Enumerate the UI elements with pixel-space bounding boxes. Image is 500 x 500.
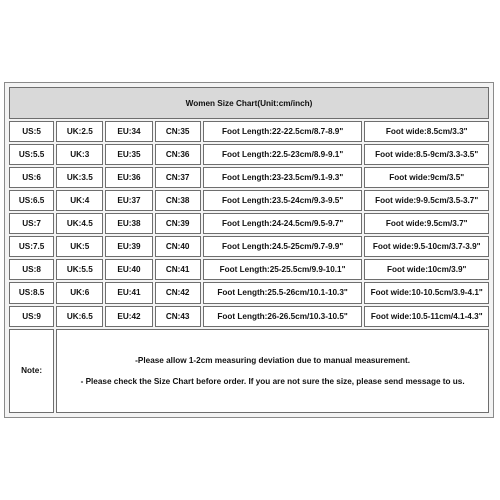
table-row: [9, 306, 489, 327]
table-row: [9, 236, 489, 257]
foot-width-cell: Foot wide:10-10.5cm/3.9-4.1": [364, 282, 489, 303]
foot-width-cell: Foot wide:8.5-9cm/3.3-3.5": [364, 144, 489, 165]
eu-size-cell: EU:36: [105, 167, 152, 188]
us-size-cell: US:8: [9, 259, 54, 280]
us-size-cell: US:7.5: [9, 236, 54, 257]
foot-length-cell: Foot Length:25.5-26cm/10.1-10.3": [203, 282, 363, 303]
uk-size-cell: UK:5.5: [56, 259, 103, 280]
foot-length-cell: Foot Length:26-26.5cm/10.3-10.5": [203, 306, 363, 327]
cn-size-cell: CN:35: [155, 121, 201, 142]
eu-size-cell: EU:37: [105, 190, 152, 211]
foot-length-cell: Foot Length:25-25.5cm/9.9-10.1": [203, 259, 363, 280]
cn-size-cell: CN:39: [155, 213, 201, 234]
table-row: [9, 167, 489, 188]
cn-size-cell: CN:43: [155, 306, 201, 327]
cn-size-cell: CN:42: [155, 282, 201, 303]
table-row: [9, 190, 489, 211]
eu-size-cell: EU:38: [105, 213, 152, 234]
table-row: [9, 259, 489, 280]
foot-width-cell: Foot wide:9-9.5cm/3.5-3.7": [364, 190, 489, 211]
eu-size-cell: EU:41: [105, 282, 152, 303]
uk-size-cell: UK:2.5: [56, 121, 103, 142]
size-chart-frame: [4, 82, 494, 418]
uk-size-cell: UK:3: [56, 144, 103, 165]
cn-size-cell: CN:37: [155, 167, 201, 188]
foot-width-cell: Foot wide:9.5cm/3.7": [364, 213, 489, 234]
title-row: [9, 87, 489, 119]
us-size-cell: US:6.5: [9, 190, 54, 211]
note-row: [9, 329, 489, 413]
table-row: [9, 282, 489, 303]
eu-size-cell: EU:35: [105, 144, 152, 165]
foot-length-cell: Foot Length:24.5-25cm/9.7-9.9": [203, 236, 363, 257]
foot-width-cell: Foot wide:9cm/3.5": [364, 167, 489, 188]
foot-width-cell: Foot wide:10.5-11cm/4.1-4.3": [364, 306, 489, 327]
uk-size-cell: UK:3.5: [56, 167, 103, 188]
cn-size-cell: CN:38: [155, 190, 201, 211]
uk-size-cell: UK:6: [56, 282, 103, 303]
us-size-cell: US:7: [9, 213, 54, 234]
foot-width-cell: Foot wide:10cm/3.9": [364, 259, 489, 280]
eu-size-cell: EU:34: [105, 121, 152, 142]
cn-size-cell: CN:40: [155, 236, 201, 257]
size-chart-table: [7, 85, 491, 415]
table-row: [9, 121, 489, 142]
uk-size-cell: UK:6.5: [56, 306, 103, 327]
note-text: [56, 329, 489, 413]
us-size-cell: US:6: [9, 167, 54, 188]
chart-title: Women Size Chart(Unit:cm/inch): [9, 87, 489, 119]
foot-length-cell: Foot Length:22.5-23cm/8.9-9.1": [203, 144, 363, 165]
foot-length-cell: Foot Length:23-23.5cm/9.1-9.3": [203, 167, 363, 188]
uk-size-cell: UK:4.5: [56, 213, 103, 234]
note-line: - Please check the Size Chart before order. If you are not sure the size, please send message to us.: [80, 376, 465, 386]
cn-size-cell: CN:36: [155, 144, 201, 165]
note-label: Note:: [9, 329, 54, 413]
cn-size-cell: CN:41: [155, 259, 201, 280]
eu-size-cell: EU:42: [105, 306, 152, 327]
us-size-cell: US:5.5: [9, 144, 54, 165]
uk-size-cell: UK:4: [56, 190, 103, 211]
foot-length-cell: Foot Length:23.5-24cm/9.3-9.5": [203, 190, 363, 211]
table-row: [9, 144, 489, 165]
foot-length-cell: Foot Length:24-24.5cm/9.5-9.7": [203, 213, 363, 234]
uk-size-cell: UK:5: [56, 236, 103, 257]
us-size-cell: US:5: [9, 121, 54, 142]
foot-width-cell: Foot wide:8.5cm/3.3": [364, 121, 489, 142]
foot-length-cell: Foot Length:22-22.5cm/8.7-8.9": [203, 121, 363, 142]
us-size-cell: US:8.5: [9, 282, 54, 303]
eu-size-cell: EU:39: [105, 236, 152, 257]
us-size-cell: US:9: [9, 306, 54, 327]
note-line: -Please allow 1-2cm measuring deviation due to manual measurement.: [135, 355, 410, 365]
eu-size-cell: EU:40: [105, 259, 152, 280]
foot-width-cell: Foot wide:9.5-10cm/3.7-3.9": [364, 236, 489, 257]
table-row: [9, 213, 489, 234]
